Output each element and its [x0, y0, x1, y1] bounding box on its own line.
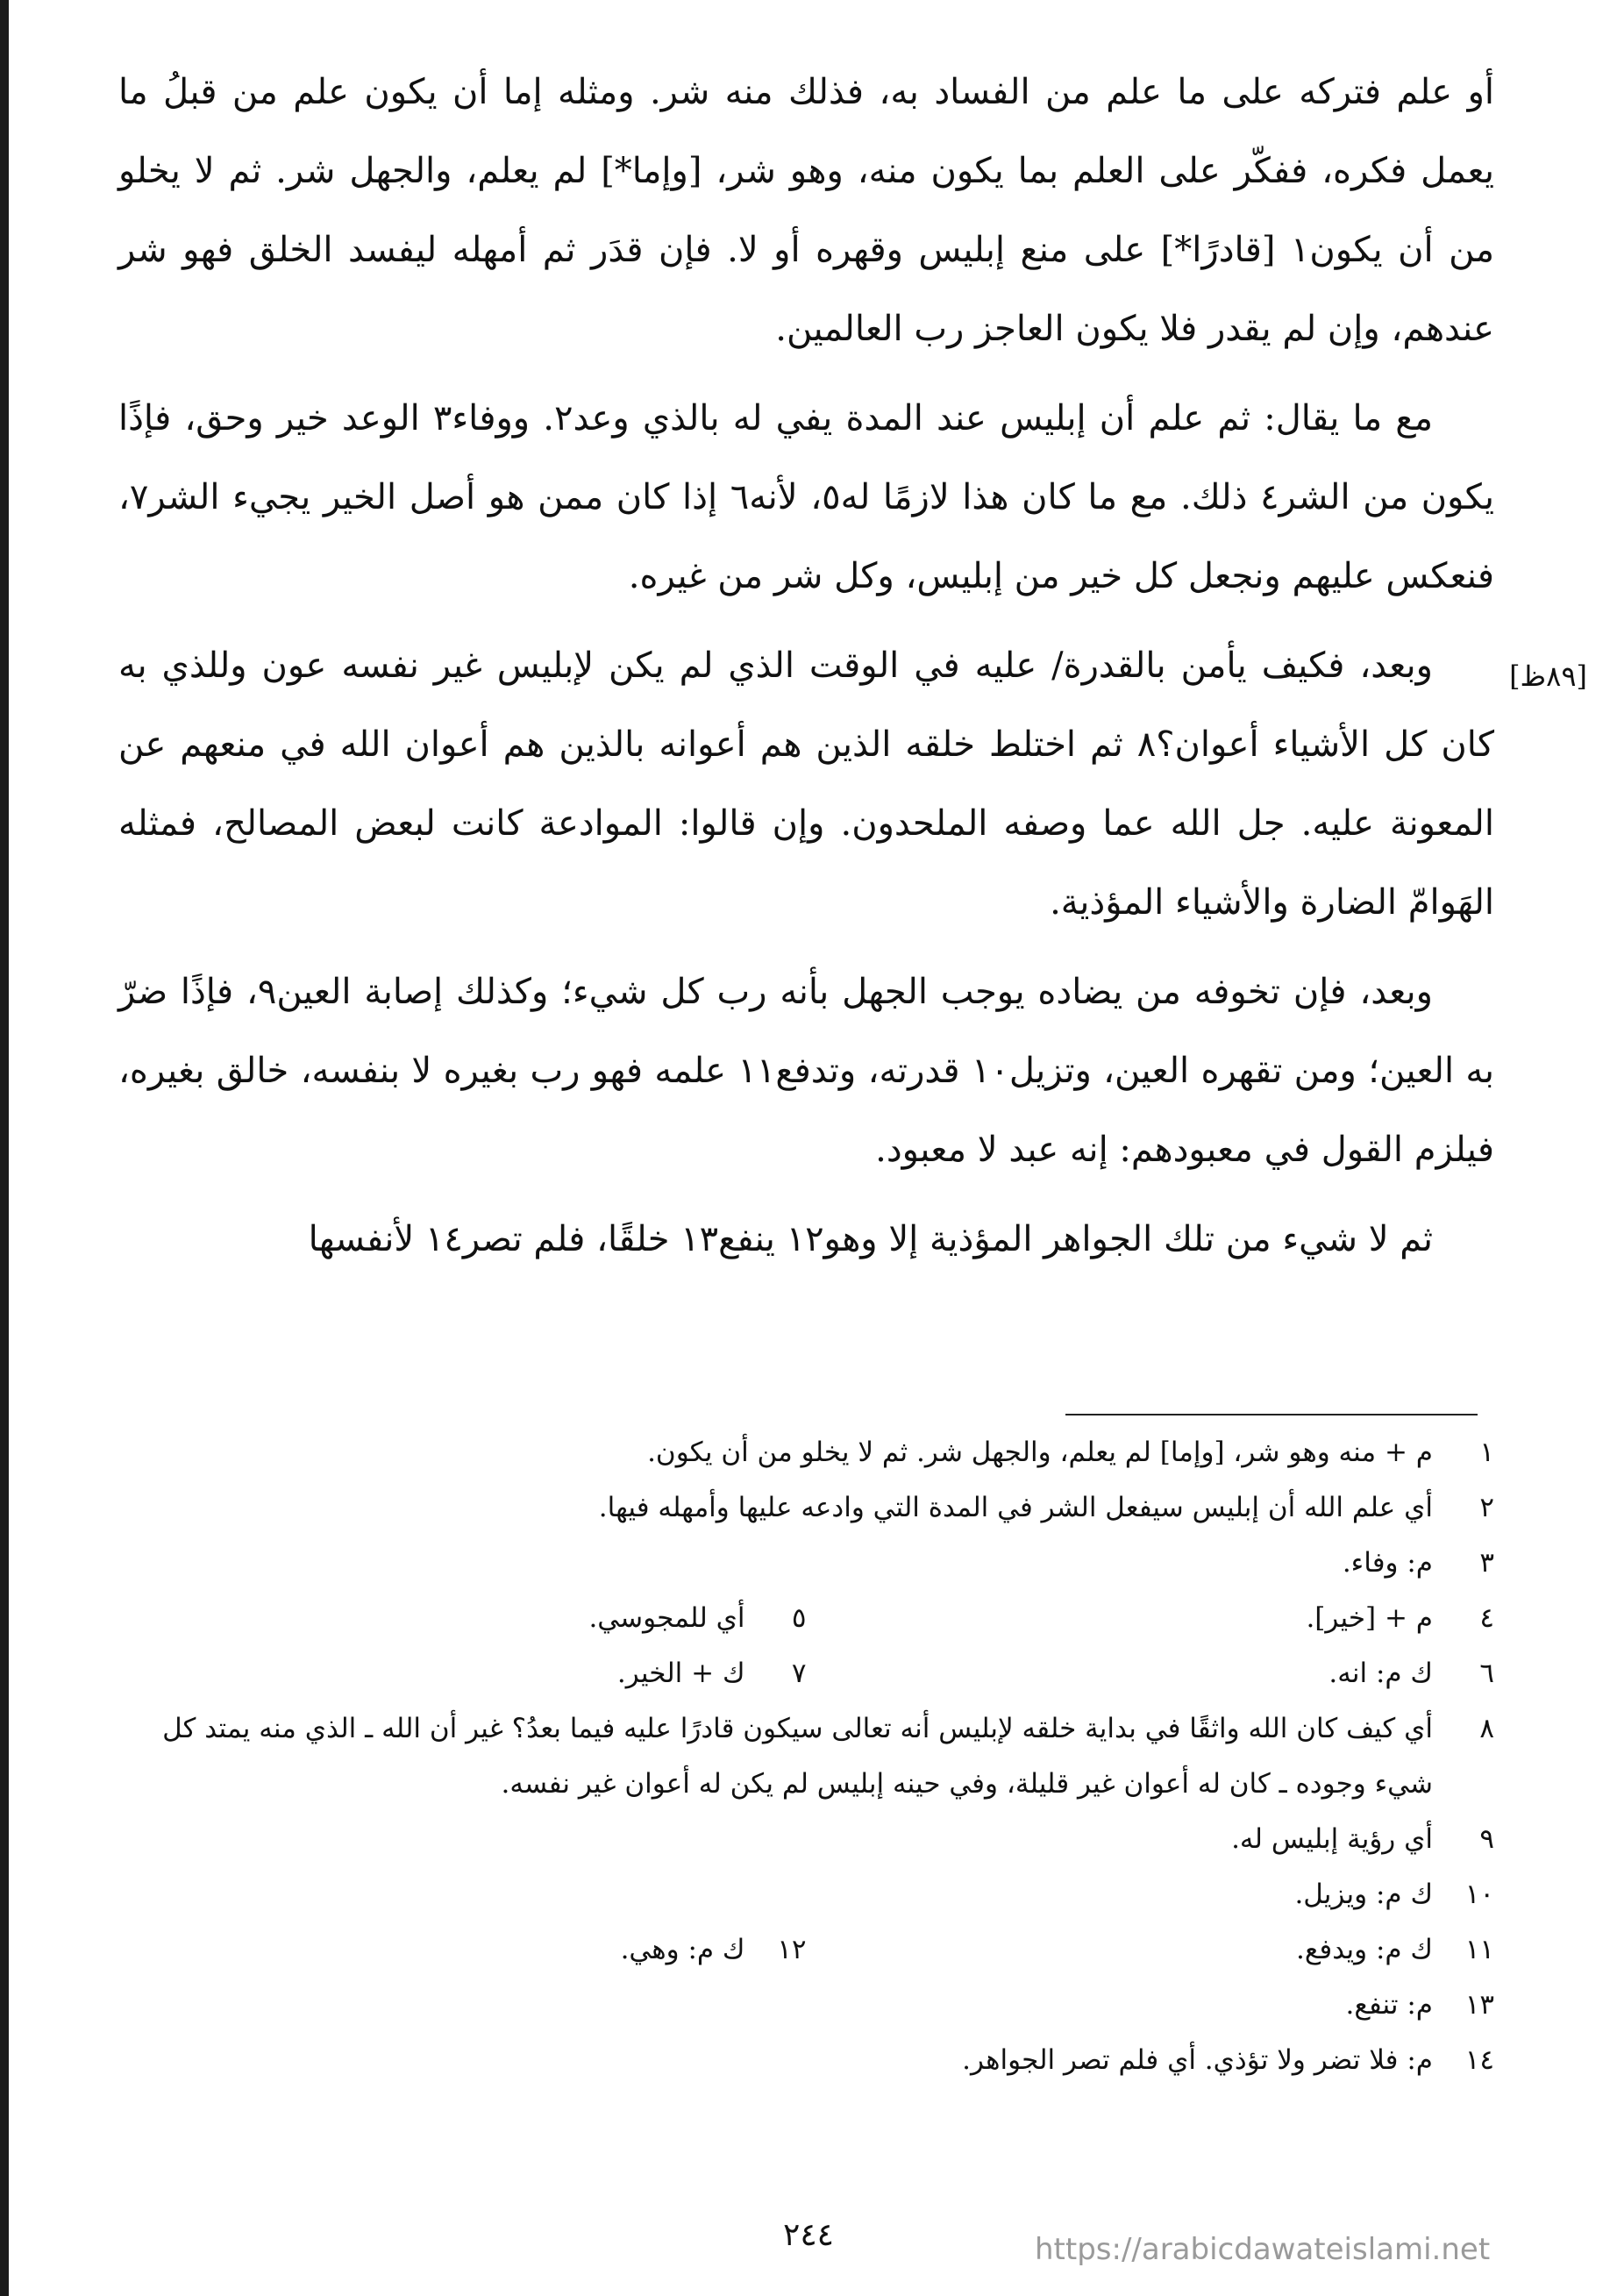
footnote-pair — [118, 1591, 1494, 1646]
footnote — [118, 1978, 1494, 2033]
watermark-url[interactable]: https://arabicdawateislami.net — [1035, 2232, 1491, 2267]
footnote-number: ٢ — [1479, 1492, 1494, 1523]
footnote-text: أي كيف كان الله واثقًا في بداية خلقه لإبليس أنه تعالى سيكون قادرًا عليه فيما بعدُ؟ غير أن الله ـ الذي منه يمتد كل شيء وجوده ـ كان له أعوان غير قليلة، وفي حينه إبليس لم يكن له أعوان غير نفسه. — [162, 1713, 1433, 1800]
footnote — [118, 1867, 1494, 1922]
paragraph-1: أو علم فتركه على ما علم من الفساد به، فذلك منه شر. ومثله إما أن يكون علم من قبلُ ما يعمل فكره، ففكّر على العلم بما يكون منه، وهو شر، [وإما*] لم يعلم، والجهل شر. ثم لا يخلو من أن يكون١ [قادرًا*] على منع إبليس وقهره أو لا. فإن قدَر ثم أمهله ليفسد الخلق فهو شر عندهم، وإن لم يقدر فلا يكون العاجز رب العالمين. — [118, 72, 1494, 349]
footnote-pair — [118, 1922, 1494, 1978]
footnote — [118, 1480, 1494, 1536]
footnote-text: ك م: ويدفع. — [1296, 1934, 1433, 1965]
footnote-rule — [1065, 1414, 1478, 1415]
footnote-text: ك م: انه. — [1329, 1658, 1433, 1689]
footnote-text: م + [خير]. — [1306, 1602, 1433, 1634]
footnote-text: م: وفاء. — [1342, 1547, 1433, 1579]
footnote-pair — [118, 1646, 1494, 1701]
footnote-number: ١ — [1479, 1437, 1494, 1468]
footnote-text: ك + الخير. — [616, 1658, 745, 1689]
footnote-number: ٤ — [1479, 1602, 1494, 1634]
footnote-number: ١٢ — [777, 1934, 807, 1965]
footnote-number: ٨ — [1479, 1713, 1494, 1744]
footnote-text: أي للمجوسي. — [588, 1602, 745, 1634]
footnote-number: ١٤ — [1464, 2044, 1494, 2076]
footnote-text: أي علم الله أن إبليس سيفعل الشر في المدة التي وادعه عليها وأمهله فيها. — [598, 1492, 1433, 1523]
footnote-text: م: تنفع. — [1345, 1989, 1433, 2021]
footnote-text: م: فلا تضر ولا تؤذي. أي فلم تصر الجواهر. — [962, 2044, 1433, 2076]
footnote — [118, 1425, 1494, 1480]
footnote-number: ١٣ — [1464, 1989, 1494, 2021]
footnote-number: ٣ — [1479, 1547, 1494, 1579]
footnote-number: ٧ — [791, 1658, 807, 1689]
footnote-text: أي رؤية إبليس له. — [1231, 1823, 1433, 1855]
main-text — [118, 53, 1494, 1289]
footnote — [118, 1701, 1494, 1812]
footnotes — [118, 1425, 1494, 2088]
footnote-number: ٦ — [1479, 1658, 1494, 1689]
footnote — [118, 1812, 1494, 1867]
paragraph-3: وبعد، فكيف يأمن بالقدرة/ عليه في الوقت الذي لم يكن لإبليس غير نفسه عون وللذي به كان كل الأشياء أعوان؟٨ ثم اختلط خلقه الذين هم أعوانه بالذين هم أعوان الله في منعهم عن المعونة عليه. جل الله عما وصفه الملحدون. وإن قالوا: الموادعة كانت لبعض المصالح، فمثله الهَوامّ الضارة والأشياء المؤذية. — [118, 645, 1494, 923]
footnote-text: م + منه وهو شر، [وإما] لم يعلم، والجهل شر. ثم لا يخلو من أن يكون. — [647, 1437, 1433, 1468]
footnote-text: ك م: وهي. — [620, 1934, 745, 1965]
footnote-number: ٥ — [791, 1602, 807, 1634]
page-number: ٢٤٤ — [782, 2217, 834, 2253]
scan-edge — [0, 0, 9, 2296]
folio-marker: [٨٩ظ] — [1509, 660, 1587, 693]
paragraph-2: مع ما يقال: ثم علم أن إبليس عند المدة يفي له بالذي وعد٢. ووفاء٣ الوعد خير وحق، فإذًا يكون من الشر٤ ذلك. مع ما كان هذا لازمًا له٥، لأنه٦ إذا كان ممن هو أصل الخير يجيء الشر٧، فنعكس عليهم ونجعل كل خير من إبليس، وكل شر من غيره. — [118, 398, 1495, 596]
footnote-number: ١٠ — [1464, 1879, 1494, 1910]
footnote-number: ٩ — [1479, 1823, 1494, 1855]
footnote — [118, 1536, 1494, 1591]
paragraph-4: وبعد، فإن تخوفه من يضاده يوجب الجهل بأنه رب كل شيء؛ وكذلك إصابة العين٩، فإذًا ضرّ به العين؛ ومن تقهره العين، وتزيل١٠ قدرته، وتدفع١١ علمه فهو رب بغيره لا بنفسه، خالق بغيره، فيلزم القول في معبودهم: إنه عبد لا معبود. — [118, 972, 1494, 1170]
paragraph-5: ثم لا شيء من تلك الجواهر المؤذية إلا وهو١٢ ينفع١٣ خلقًا، فلم تصر١٤ لأنفسها — [308, 1219, 1433, 1259]
footnote-number: ١١ — [1464, 1934, 1494, 1965]
footnote — [118, 2033, 1494, 2088]
footnote-text: ك م: ويزيل. — [1294, 1879, 1433, 1910]
